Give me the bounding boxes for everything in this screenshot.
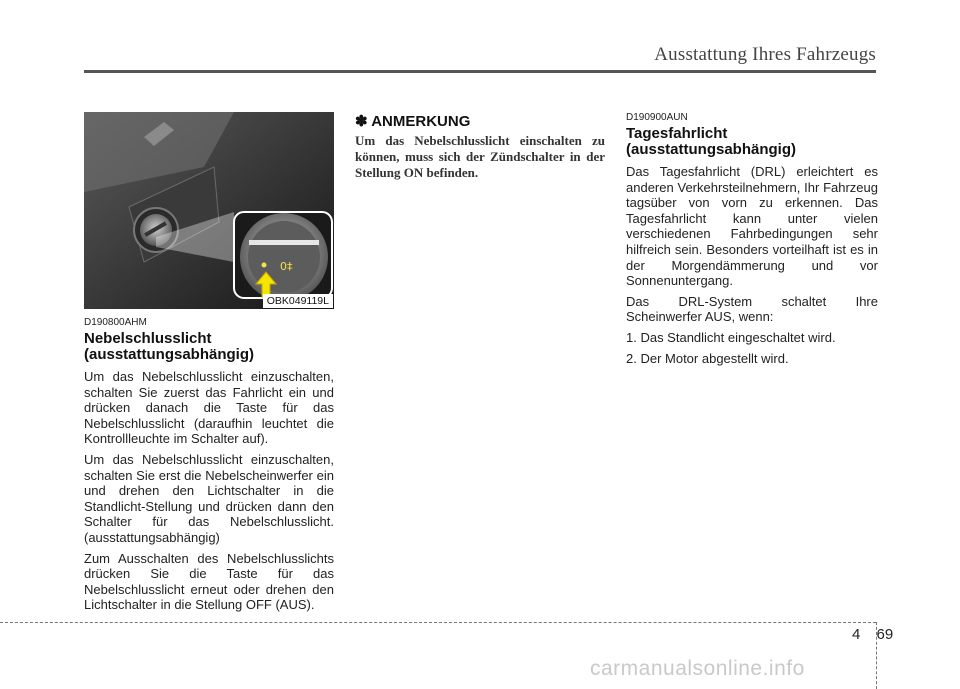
- paragraph: Das DRL-System schaltet Ihre Scheinwerfer AUS, wenn:: [626, 293, 878, 325]
- header-rule: [84, 70, 876, 73]
- watermark: carmanualsonline.info: [590, 657, 805, 680]
- list-item: 2. Der Motor abgestellt wird.: [626, 350, 789, 366]
- section-title: Nebelschlusslicht (ausstattungsabhängig): [84, 330, 255, 363]
- chapter-number: 4: [852, 626, 861, 643]
- list-item: 1. Das Standlicht eingeschaltet wird.: [626, 329, 836, 345]
- column-middle: [355, 112, 605, 181]
- note-heading: [355, 112, 605, 130]
- page-number-value: 69: [876, 626, 894, 643]
- note-text: Um das Nebelschlusslicht einschalten zu können, muss sich der Zündschalter in der Stellung ON befinden.: [355, 133, 605, 180]
- page-number: [852, 626, 893, 643]
- paragraph: Zum Ausschalten des Nebelschlusslichts drücken Sie die Taste für das Nebelschlusslicht erneut oder drehen den Lichtschalter in die Stellung OFF (AUS).: [84, 550, 334, 613]
- note-asterisk-icon: ✽: [355, 113, 368, 130]
- paragraph: Das Tagesfahrlicht (DRL) erleichtert es anderen Verkehrsteilnehmern, Ihr Fahrzeug tagsüber von vorn zu erkennen. Das Tagesfahrlicht kann unter vielen verschiedenen Fahrbedingungen sehr hilfreich sein. Besonders vorteilhaft ist es in der Morgendämmerung und vor Sonnenuntergang.: [626, 164, 878, 289]
- section-code: D190900AUN: [626, 112, 688, 123]
- section-title: Tagesfahrlicht (ausstattungsabhängig): [626, 125, 797, 158]
- column-right: [626, 112, 878, 371]
- paragraph: Um das Nebelschlusslicht einzuschalten, schalten Sie zuerst das Fahrlicht ein und drücken danach die Taste für das Nebelschlusslicht (daraufhin leuchtet die Kontrollleuchte im Schalter auf).: [84, 369, 334, 447]
- section-code: D190800AHM: [84, 317, 147, 328]
- column-left: [84, 112, 334, 618]
- running-header: Ausstattung Ihres Fahrzeugs: [654, 44, 876, 65]
- note-title: ANMERKUNG: [371, 113, 471, 130]
- svg-text:0‡: 0‡: [280, 260, 293, 273]
- paragraph: Um das Nebelschlusslicht einzuschalten, schalten Sie erst die Nebelscheinwerfer ein und drehen den Lichtschalter in die Standlicht-Stellung und drücken dann den Schalter für das Nebelschlusslicht. (ausstattungsabhängig): [84, 451, 334, 545]
- dashboard-illustration: [84, 112, 334, 309]
- figure-label: OBK049119L: [263, 294, 333, 308]
- fog-light-switch-figure: [84, 112, 334, 309]
- footer-rule: [0, 622, 876, 623]
